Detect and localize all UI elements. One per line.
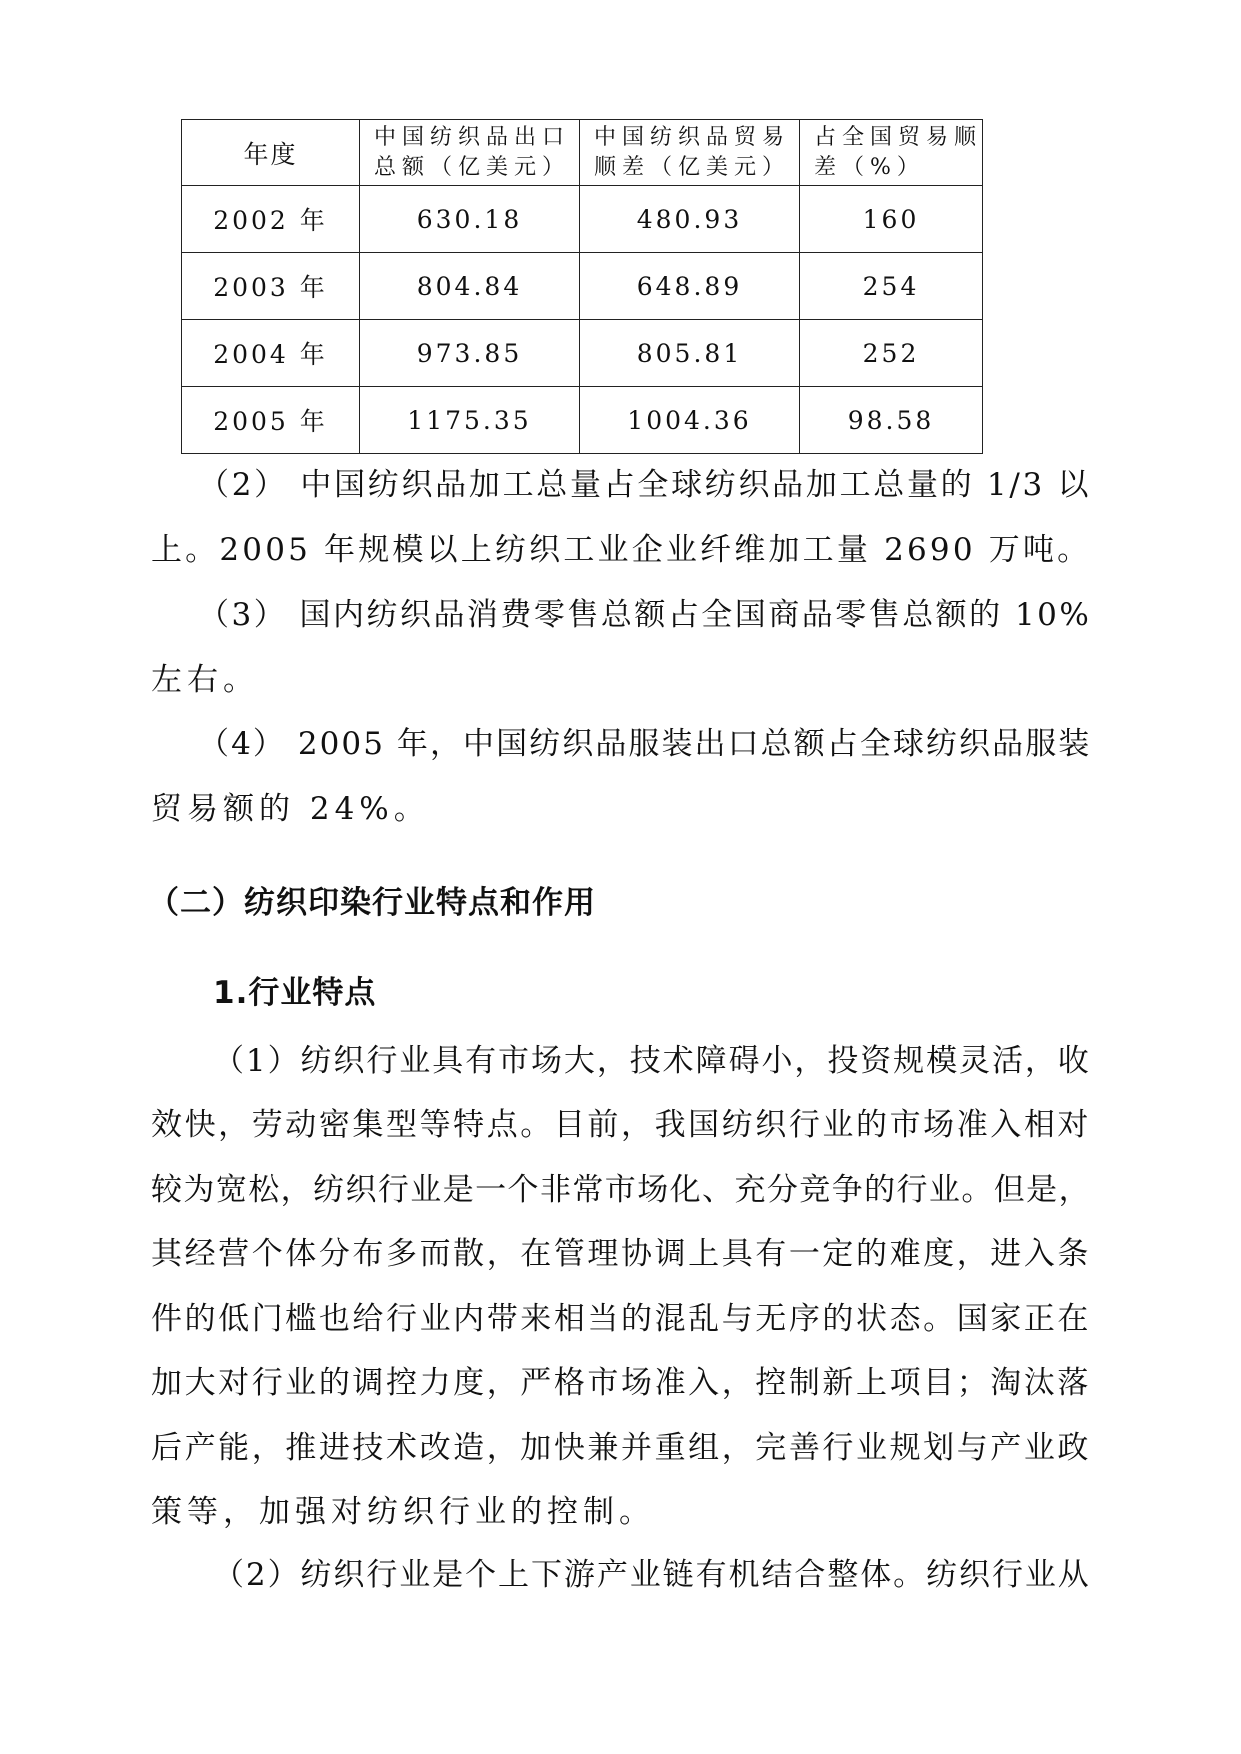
cell-share: 254 — [800, 253, 983, 320]
cell-export: 804.84 — [360, 253, 580, 320]
cell-surplus: 805.81 — [580, 320, 800, 387]
header-surplus-line2: 顺差（亿美元） — [594, 154, 791, 180]
cell-year: 2004 年 — [182, 320, 360, 387]
table-row — [182, 320, 983, 387]
header-export-line1: 中国纺织品出口 — [374, 124, 571, 150]
header-surplus-share — [800, 120, 983, 186]
textile-trade-table — [181, 119, 983, 454]
header-trade-surplus — [580, 120, 800, 186]
cell-year: 2003 年 — [182, 253, 360, 320]
header-surplus-line1: 中国纺织品贸易 — [594, 124, 791, 150]
header-export-line2: 总额（亿美元） — [374, 154, 571, 180]
cell-surplus: 1004.36 — [580, 387, 800, 454]
cell-export: 1175.35 — [360, 387, 580, 454]
cell-share: 252 — [800, 320, 983, 387]
table-row — [182, 186, 983, 253]
table-row — [182, 387, 983, 454]
table-header-row — [182, 120, 983, 186]
document-page: 年度 中国纺织品出口 总额（亿美元） 中国纺织品贸易 顺差（亿美元） 占全国贸易顺 差（%） 2002 年 630.18 480.93 160 2003 年 804.84 648.89 254 2004 年 973.85 805.81 252 2005 年 1175.35 1004.36 98.58 （2） 中国纺织品加工总量占全球纺织品加工总量的 1/3 以 上。2005 年规模以上纺织工业企业纤维加工量 2690 万吨。 （3） 国内纺织品消费零售总额占全国商品零售总额的 10% 左右。 （4） 2005 年，中国纺织品服装出口总额占全球纺织品服装 贸易额的 24%。 （二）纺织印染行业特点和作用 1.行业特点 （1）纺织行业具有市场大，技术障碍小，投资规模灵活，收 效快，劳动密集型等特点。目前，我国纺织行业的市场准入相对 较为宽松，纺织行业是一个非常市场化、充分竞争的行业。但是， 其经营个体分布多而散，在管理协调上具有一定的难度，进入条 件的低门槛也给行业内带来相当的混乱与无序的状态。国家正在 加大对行业的调控力度，严格市场准入，控制新上项目；淘汰落 后产能，推进技术改造，加快兼并重组，完善行业规划与产业政 策等，加强对纺织行业的控制。 （2）纺织行业是个上下游产业链有机结合整体。纺织行业从 — [0, 0, 1241, 1754]
header-year: 年度 — [182, 120, 360, 186]
cell-year: 2005 年 — [182, 387, 360, 454]
subsection-heading: 1.行业特点 — [213, 975, 377, 1011]
cell-export: 973.85 — [360, 320, 580, 387]
cell-share: 160 — [800, 186, 983, 253]
table-row — [182, 253, 983, 320]
header-share-line2: 差（%） — [814, 154, 925, 180]
cell-year: 2002 年 — [182, 186, 360, 253]
header-export-total — [360, 120, 580, 186]
cell-share: 98.58 — [800, 387, 983, 454]
cell-surplus: 648.89 — [580, 253, 800, 320]
section-heading: （二）纺织印染行业特点和作用 — [148, 885, 596, 921]
header-share-line1: 占全国贸易顺 — [814, 124, 983, 150]
cell-export: 630.18 — [360, 186, 580, 253]
cell-surplus: 480.93 — [580, 186, 800, 253]
